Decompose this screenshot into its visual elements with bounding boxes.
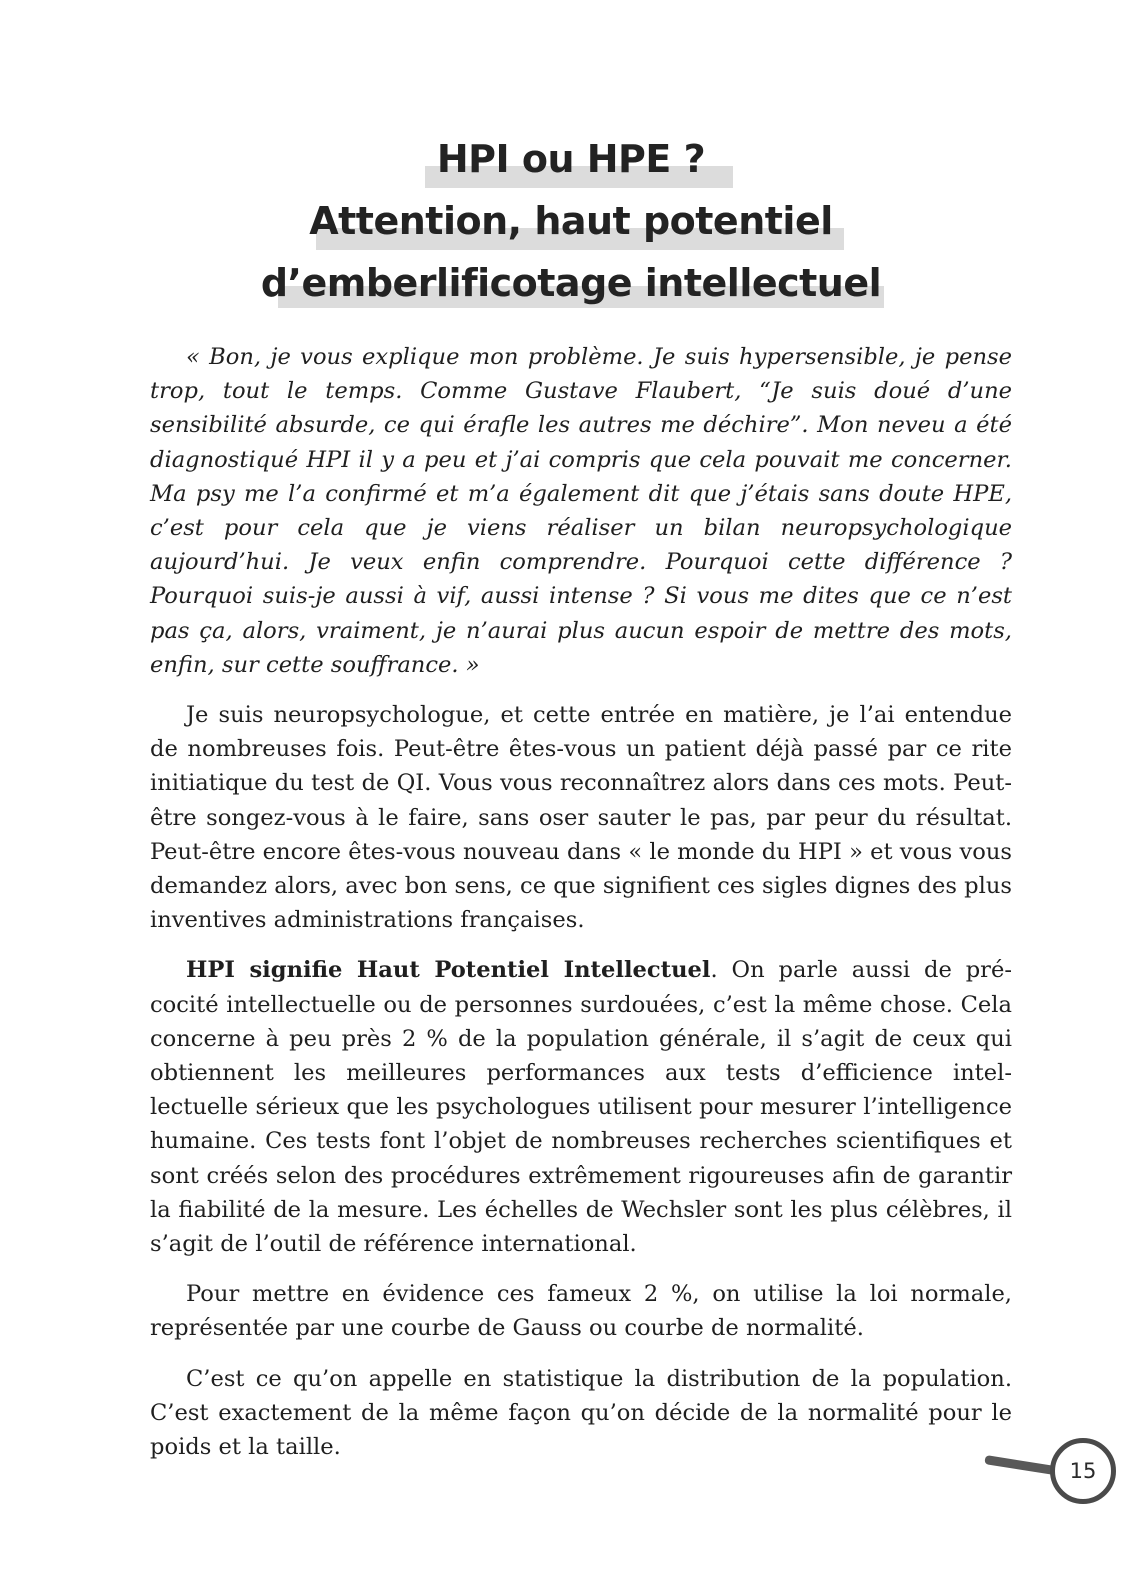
magnifier-handle: [984, 1455, 1059, 1476]
title-text-line-3: d’emberlificotage intellectuel: [260, 261, 882, 305]
title-text-line-1: HPI ou HPE ?: [436, 137, 706, 181]
title-line-1: [0, 128, 1142, 190]
magnifying-glass-icon: [985, 1438, 1115, 1558]
chapter-title: [0, 128, 1142, 314]
title-line-3: [0, 252, 1142, 314]
title-line-2: [0, 190, 1142, 252]
title-text-line-2: Attention, haut potentiel: [309, 199, 833, 243]
patient-quote-paragraph: « Bon, je vous explique mon problème. Je suis hypersensible, je pense trop, tout le temps. Comme Gustave Flaubert, “Je suis doué d’une sensibilité absurde, ce qui érafle les autres me déchire”. Mon neveu a été diagnostiqué HPI il y a peu et j’ai compris que cela pouvait me concerner. Ma psy me l’a confirmé et m’a également dit que j’étais sans doute HPE, c’est pour cela que je viens réaliser un bilan neuropsychologique aujourd’hui. Je veux enfin comprendre. Pourquoi cette différence ? Pourquoi suis-je aussi à vif, aussi intense ? Si vous me dites que ce n’est pas ça, alors, vraiment, je n’aurai plus aucun espoir de mettre des mots, enfin, sur cette souffrance. »: [150, 344, 1012, 678]
hpi-definition-paragraph: [150, 953, 1012, 1261]
normal-law-paragraph: Pour mettre en évidence ces fameux 2 %, on utilise la loi normale, représentée par une courbe de Gauss ou courbe de normalité.: [150, 1281, 1012, 1342]
intro-paragraph: Je suis neuropsychologue, et cette entrée en matière, je l’ai entendue de nombreuses fois. Peut-être êtes-vous un patient déjà passé par ce rite initiatique du test de QI. Vous vous reconnaîtrez alors dans ces mots. Peut-être songez-vous à le faire, sans oser sauter le pas, par peur du résultat. Peut-être encore êtes-vous nouveau dans « le monde du HPI » et vous vous demandez alors, avec bon sens, ce que signifient ces sigles dignes des plus inventives administrations françaises.: [150, 702, 1012, 934]
hpi-definition-bold: HPI signifie Haut Potentiel Intellectuel: [186, 957, 711, 984]
page-number: 15: [1050, 1438, 1116, 1504]
hpi-definition-rest: . On parle aussi de précocité intellectuelle ou de personnes surdouées, c’est la même chose. Cela concerne à peu près 2 % de la population générale, il s’agit de ceux qui obtiennent les meilleures performances aux tests d’efficience intellectuelle sérieux que les psychologues utilisent pour mesurer l’intelligence humaine. Ces tests font l’objet de nombreuses recherches scientifiques et sont créés selon des procédures extrêmement rigoureuses afin de garantir la fiabilité de la mesure. Les échelles de Wechsler sont les plus célèbres, il s’agit de l’outil de référence international.: [150, 957, 1012, 1258]
body-text: [150, 340, 1012, 1480]
distribution-paragraph: C’est ce qu’on appelle en statistique la distribution de la population. C’est exactement de la même façon qu’on décide de la normalité pour le poids et la taille.: [150, 1365, 1012, 1461]
